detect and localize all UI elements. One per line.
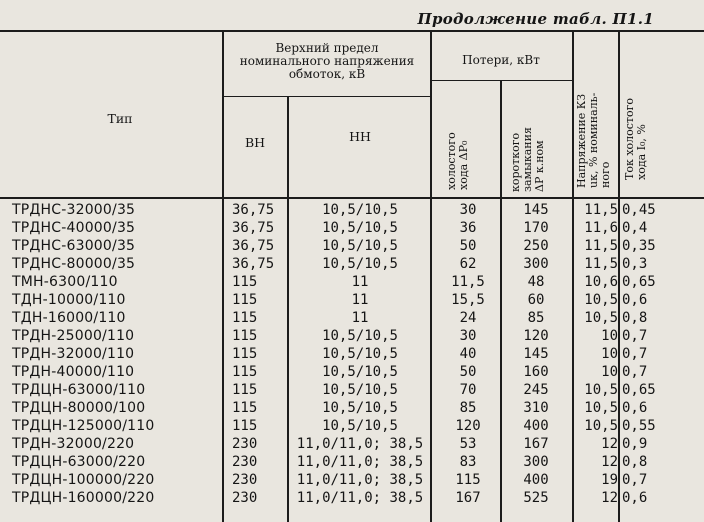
header-voltage-group: Верхний предел номинального напряжения обмоток, кВ xyxy=(239,41,415,81)
cell-pk: 400 xyxy=(523,472,549,488)
cell-nn: 10,5/10,5 xyxy=(322,364,398,380)
table-row xyxy=(0,490,704,506)
cell-p0: 120 xyxy=(455,418,481,434)
cell-uk: 10,5 xyxy=(584,400,618,416)
cell-p0: 53 xyxy=(459,436,477,452)
cell-p0: 50 xyxy=(459,238,477,254)
cell-vn: 115 xyxy=(232,292,258,308)
header-type: Тип xyxy=(107,111,133,126)
cell-i0: 0,4 xyxy=(622,220,648,236)
cell-vn: 115 xyxy=(232,418,258,434)
cell-i0: 0,7 xyxy=(622,472,648,488)
cell-nn: 11,0/11,0; 38,5 xyxy=(296,436,424,452)
cell-type: ТРДЦН-80000/100 xyxy=(12,400,146,416)
cell-i0: 0,6 xyxy=(622,292,648,308)
cell-i0: 0,3 xyxy=(622,256,648,272)
table-row xyxy=(0,382,704,398)
cell-i0: 0,45 xyxy=(622,202,656,218)
cell-vn: 115 xyxy=(232,382,258,398)
cell-uk: 12 xyxy=(601,454,618,470)
header-uk: Напряжение КЗ uк, % номиналь- ного xyxy=(575,92,612,188)
header-i0: Ток холостого хода I₀, % xyxy=(623,97,648,180)
cell-type: ТМН-6300/110 xyxy=(12,274,118,290)
cell-pk: 245 xyxy=(523,382,549,398)
cell-pk: 250 xyxy=(523,238,549,254)
header-bottom-rule xyxy=(0,197,704,199)
cell-type: ТРДНС-32000/35 xyxy=(12,202,136,218)
cell-vn: 36,75 xyxy=(232,238,275,254)
cell-pk: 300 xyxy=(523,454,549,470)
cell-pk: 85 xyxy=(527,310,545,326)
cell-uk: 10 xyxy=(601,364,618,380)
cell-type: ТРДН-25000/110 xyxy=(12,328,135,344)
cell-p0: 15,5 xyxy=(451,292,485,308)
cell-pk: 170 xyxy=(523,220,549,236)
cell-vn: 115 xyxy=(232,328,258,344)
cell-pk: 400 xyxy=(523,418,549,434)
cell-vn: 115 xyxy=(232,310,258,326)
cell-uk: 11,5 xyxy=(584,256,618,272)
cell-uk: 10,5 xyxy=(584,310,618,326)
cell-nn: 10,5/10,5 xyxy=(322,256,398,272)
cell-nn: 11 xyxy=(351,310,369,326)
cell-pk: 120 xyxy=(523,328,549,344)
cell-type: ТРДНС-63000/35 xyxy=(12,238,136,254)
cell-i0: 0,8 xyxy=(622,310,648,326)
cell-pk: 145 xyxy=(523,202,549,218)
table-row xyxy=(0,328,704,344)
cell-nn: 11,0/11,0; 38,5 xyxy=(296,472,424,488)
cell-i0: 0,35 xyxy=(622,238,656,254)
table-row xyxy=(0,220,704,236)
cell-type: ТДН-16000/110 xyxy=(12,310,126,326)
cell-p0: 167 xyxy=(455,490,481,506)
cell-vn: 36,75 xyxy=(232,220,275,236)
cell-p0: 30 xyxy=(459,202,477,218)
cell-pk: 48 xyxy=(527,274,545,290)
cell-uk: 11,5 xyxy=(584,202,618,218)
cell-uk: 10,5 xyxy=(584,418,618,434)
cell-i0: 0,8 xyxy=(622,454,648,470)
cell-type: ТРДЦН-125000/110 xyxy=(12,418,155,434)
cell-i0: 0,55 xyxy=(622,418,656,434)
table-row xyxy=(0,472,704,488)
cell-p0: 62 xyxy=(459,256,477,272)
cell-uk: 11,6 xyxy=(584,220,618,236)
cell-vn: 115 xyxy=(232,400,258,416)
header-p0: холостого хода ΔP₀ xyxy=(445,132,470,190)
table-row xyxy=(0,400,704,416)
cell-type: ТРДНС-40000/35 xyxy=(12,220,136,236)
cell-pk: 60 xyxy=(527,292,545,308)
table-caption: Продолжение табл. П1.1 xyxy=(417,10,654,28)
cell-vn: 115 xyxy=(232,346,258,362)
table-row xyxy=(0,202,704,218)
table-row xyxy=(0,436,704,452)
table-top-rule xyxy=(0,30,704,32)
cell-type: ТРДЦН-63000/220 xyxy=(12,454,146,470)
cell-type: ТДН-10000/110 xyxy=(12,292,126,308)
cell-i0: 0,7 xyxy=(622,364,648,380)
cell-i0: 0,65 xyxy=(622,382,656,398)
transformer-table xyxy=(0,30,704,522)
cell-nn: 10,5/10,5 xyxy=(322,382,398,398)
cell-p0: 30 xyxy=(459,328,477,344)
cell-nn: 10,5/10,5 xyxy=(322,418,398,434)
cell-pk: 145 xyxy=(523,346,549,362)
cell-nn: 10,5/10,5 xyxy=(322,400,398,416)
cell-nn: 10,5/10,5 xyxy=(322,220,398,236)
cell-type: ТРДН-32000/110 xyxy=(12,346,135,362)
cell-i0: 0,6 xyxy=(622,400,648,416)
table-row xyxy=(0,418,704,434)
cell-p0: 24 xyxy=(459,310,477,326)
cell-uk: 10,5 xyxy=(584,292,618,308)
cell-nn: 10,5/10,5 xyxy=(322,202,398,218)
table-row xyxy=(0,292,704,308)
cell-uk: 12 xyxy=(601,490,618,506)
cell-nn: 11 xyxy=(351,274,369,290)
cell-i0: 0,6 xyxy=(622,490,648,506)
cell-vn: 230 xyxy=(232,490,258,506)
cell-type: ТРДЦН-100000/220 xyxy=(12,472,155,488)
header-losses-group: Потери, кВт xyxy=(462,53,540,67)
header-vn: ВН xyxy=(244,135,266,150)
cell-vn: 230 xyxy=(232,472,258,488)
table-row xyxy=(0,238,704,254)
cell-p0: 36 xyxy=(459,220,477,236)
cell-uk: 12 xyxy=(601,436,618,452)
cell-type: ТРДН-32000/220 xyxy=(12,436,135,452)
cell-nn: 11,0/11,0; 38,5 xyxy=(296,454,424,470)
cell-vn: 115 xyxy=(232,364,258,380)
cell-i0: 0,9 xyxy=(622,436,648,452)
cell-type: ТРДНС-80000/35 xyxy=(12,256,136,272)
header-nn: НН xyxy=(349,129,371,144)
cell-p0: 70 xyxy=(459,382,477,398)
cell-uk: 11,5 xyxy=(584,238,618,254)
cell-nn: 10,5/10,5 xyxy=(322,238,398,254)
cell-p0: 83 xyxy=(459,454,477,470)
table-row xyxy=(0,256,704,272)
cell-type: ТРДЦН-63000/110 xyxy=(12,382,146,398)
cell-uk: 19 xyxy=(601,472,618,488)
cell-nn: 11 xyxy=(351,292,369,308)
cell-type: ТРДН-40000/110 xyxy=(12,364,135,380)
table-row xyxy=(0,310,704,326)
cell-uk: 10,6 xyxy=(584,274,618,290)
cell-nn: 10,5/10,5 xyxy=(322,328,398,344)
cell-uk: 10 xyxy=(601,328,618,344)
cell-pk: 525 xyxy=(523,490,549,506)
cell-i0: 0,7 xyxy=(622,346,648,362)
table-row xyxy=(0,364,704,380)
header-pk: короткого замыкания ΔP к.ном xyxy=(509,127,546,192)
table-row xyxy=(0,346,704,362)
cell-pk: 160 xyxy=(523,364,549,380)
cell-nn: 10,5/10,5 xyxy=(322,346,398,362)
cell-type: ТРДЦН-160000/220 xyxy=(12,490,155,506)
voltage-subheader-rule xyxy=(222,96,430,97)
cell-pk: 167 xyxy=(523,436,549,452)
cell-i0: 0,7 xyxy=(622,328,648,344)
table-row xyxy=(0,274,704,290)
cell-vn: 36,75 xyxy=(232,256,275,272)
cell-p0: 40 xyxy=(459,346,477,362)
cell-pk: 310 xyxy=(523,400,549,416)
cell-i0: 0,65 xyxy=(622,274,656,290)
cell-uk: 10 xyxy=(601,346,618,362)
cell-vn: 115 xyxy=(232,274,258,290)
cell-vn: 230 xyxy=(232,454,258,470)
cell-uk: 10,5 xyxy=(584,382,618,398)
cell-p0: 115 xyxy=(455,472,481,488)
cell-vn: 230 xyxy=(232,436,258,452)
cell-p0: 85 xyxy=(459,400,477,416)
cell-nn: 11,0/11,0; 38,5 xyxy=(296,490,424,506)
cell-pk: 300 xyxy=(523,256,549,272)
cell-p0: 50 xyxy=(459,364,477,380)
cell-p0: 11,5 xyxy=(451,274,485,290)
table-row xyxy=(0,454,704,470)
cell-vn: 36,75 xyxy=(232,202,275,218)
